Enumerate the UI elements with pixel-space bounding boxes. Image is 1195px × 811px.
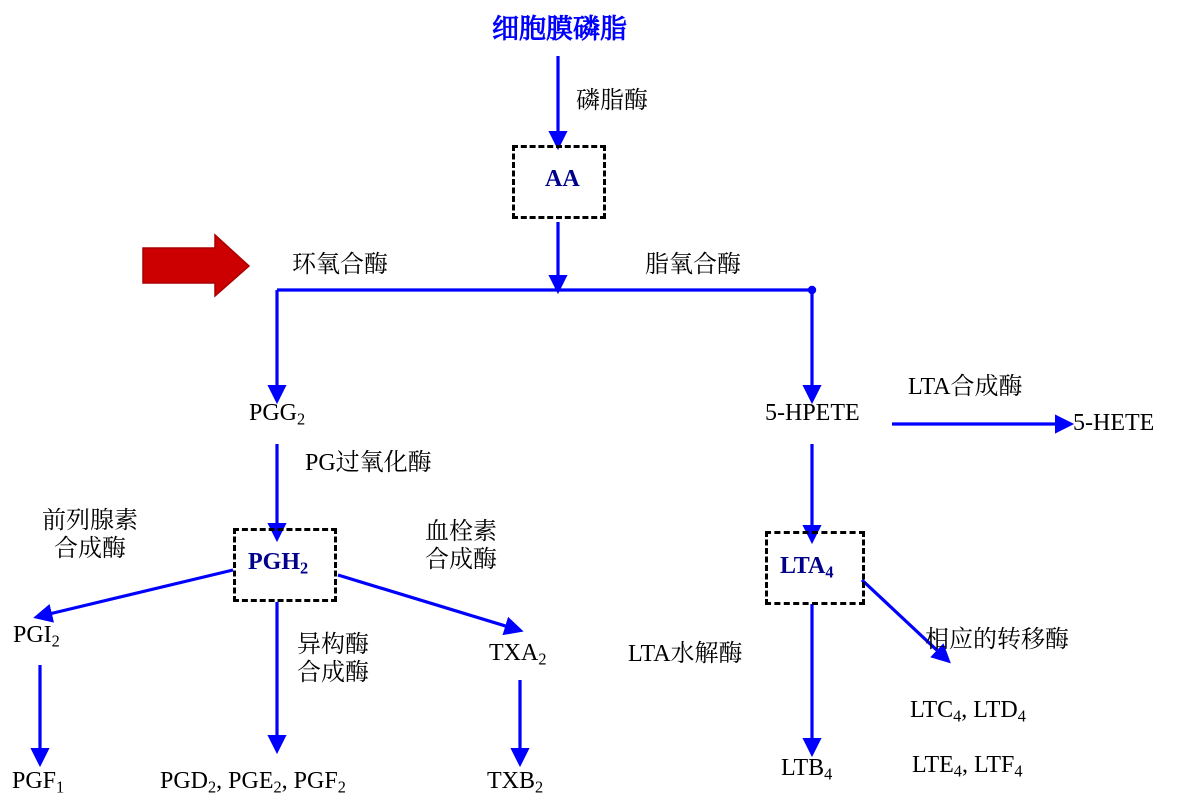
metabolite-pgg2: $PGG_2$ — [249, 400, 306, 429]
title-phospholipid: 细胞膜磷脂 — [492, 14, 627, 45]
metabolite-group-pgd-pge-pgf: $PGD_2$, $PGE_2$, $PGF_2$ — [160, 768, 346, 797]
enzyme-thromboxane-synthase: 血栓素 合成酶 — [425, 519, 497, 573]
metabolite-ltb4: $LTB_4$ — [781, 755, 833, 784]
enzyme-pg-peroxidase: PG过氧化酶 — [305, 450, 432, 476]
red-pointer-arrow — [143, 235, 249, 296]
metabolite-group-lte-ltf: $LTE_4$, $LTF_4$ — [912, 752, 1023, 781]
label-lta4: $LTA_4$ — [780, 553, 834, 582]
label-pgh2: $PGH_2$ — [248, 549, 309, 578]
enzyme-phospholipase: 磷脂酶 — [576, 88, 648, 114]
enzyme-transferase: 相应的转移酶 — [925, 627, 1069, 653]
metabolite-group-ltc-ltd: $LTC_4$, $LTD_4$ — [910, 697, 1026, 726]
metabolite-txa2: $TXA_2$ — [489, 640, 547, 669]
arrow-pgh2-to-pgi2 — [45, 570, 233, 615]
enzyme-isomerase-synthase: 异构酶 合成酶 — [297, 632, 369, 686]
metabolite-5-hpete: 5-HPETE — [765, 400, 860, 426]
branch-junction-dot — [808, 286, 816, 294]
enzyme-lipoxygenase: 脂氧合酶 — [645, 252, 741, 278]
enzyme-lta-synthase: LTA合成酶 — [908, 374, 1023, 400]
metabolite-5-hete: 5-HETE — [1073, 410, 1155, 436]
label-aa: AA — [545, 166, 580, 192]
arrow-pgh2-to-txa2 — [338, 575, 512, 628]
metabolite-pgi2: $PGI_2$ — [13, 622, 60, 651]
metabolite-pgf1: $PGF_1$ — [12, 768, 65, 797]
enzyme-prostaglandin-synthase: 前列腺素 合成酶 — [42, 508, 138, 562]
metabolite-txb2: $TXB_2$ — [487, 768, 544, 797]
enzyme-lta-hydrolase: LTA水解酶 — [628, 641, 743, 667]
enzyme-cyclooxygenase: 环氧合酶 — [292, 252, 388, 278]
